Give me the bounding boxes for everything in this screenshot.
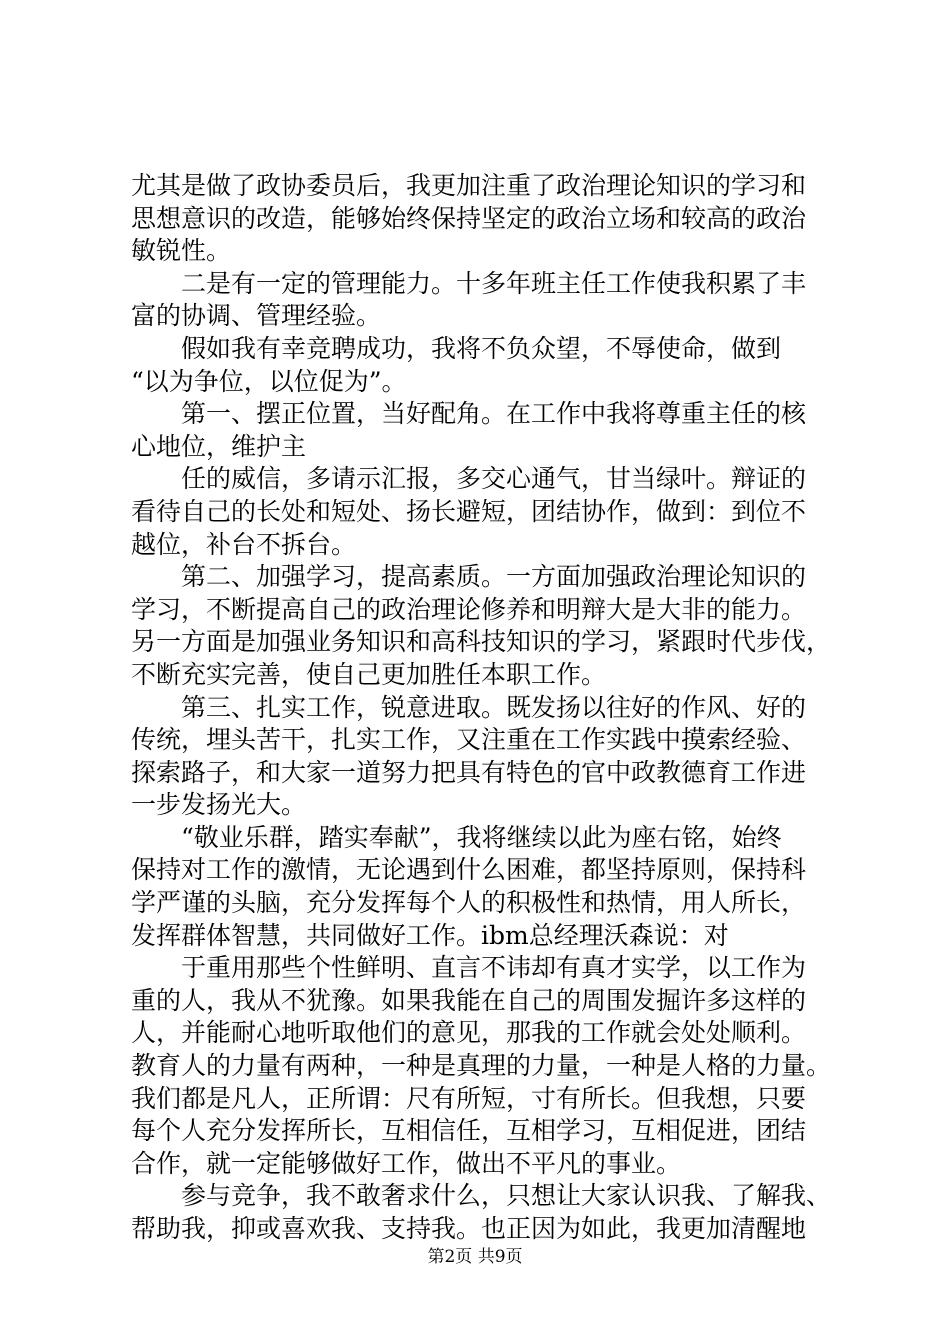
text-line: “敬业乐群，踏实奉献”，我将继续以此为座右铭，始终 [181, 822, 782, 852]
text-line: 看待自己的长处和短处、扬长避短，团结协作，做到：到位不 [131, 496, 807, 526]
text-line: 二是有一定的管理能力。十多年班主任工作使我积累了丰 [181, 268, 807, 298]
text-line: 尤其是做了政协委员后，我更加注重了政治理论知识的学习和 [131, 171, 807, 200]
text-line: 第一、摆正位置，当好配角。在工作中我将尊重主任的核 [181, 399, 807, 429]
text-line: 合作，就一定能够做好工作，做出不平凡的事业。 [131, 1148, 682, 1178]
text-line: 假如我有幸竞聘成功，我将不负众望，不辱使命，做到 [181, 333, 782, 363]
text-line: 另一方面是加强业务知识和高科技知识的学习，紧跟时代步伐， [131, 627, 832, 657]
text-line: 不断充实完善，使自己更加胜任本职工作。 [131, 659, 607, 689]
text-line: 思想意识的改造，能够始终保持坚定的政治立场和较高的政治 [131, 203, 807, 233]
text-line: 于重用那些个性鲜明、直言不讳却有真才实学，以工作为 [181, 953, 807, 983]
text-line: 学严谨的头脑，充分发挥每个人的积极性和热情，用人所长， [131, 888, 807, 918]
text-line: 参与竞争，我不敢奢求什么，只想让大家认识我、了解我、 [181, 1181, 832, 1211]
document-body [131, 170, 851, 1246]
text-line: 富的协调、管理经验。 [131, 301, 382, 331]
text-line: 发挥群体智慧，共同做好工作。ibm总经理沃森说：对 [131, 920, 729, 950]
text-line: 探索路子，和大家一道努力把具有特色的官中政教德育工作进 [131, 757, 807, 787]
page-footer: 第2页 共9页 [427, 1247, 523, 1267]
text-line: 人，并能耐心地听取他们的意见，那我的工作就会处处顺利。 [131, 1018, 807, 1048]
text-line: 帮助我，抑或喜欢我、支持我。也正因为如此，我更加清醒地 [131, 1214, 807, 1243]
text-line: “以为争位，以位促为”。 [131, 366, 407, 396]
text-line: 我们都是凡人，正所谓：尺有所短，寸有所长。但我想，只要 [131, 1083, 807, 1113]
text-line: 学习，不断提高自己的政治理论修养和明辩大是大非的能力。 [131, 594, 807, 624]
text-line: 传统，埋头苦干，扎实工作，又注重在工作实践中摸索经验、 [131, 725, 807, 755]
text-line: 第二、加强学习，提高素质。一方面加强政治理论知识的 [181, 562, 807, 592]
text-line: 重的人，我从不犹豫。如果我能在自己的周围发掘许多这样的 [131, 985, 807, 1015]
text-line: 越位，补台不拆台。 [131, 529, 357, 559]
text-line: 每个人充分发挥所长，互相信任，互相学习，互相促进，团结 [131, 1116, 807, 1146]
text-line: 心地位，维护主 [131, 431, 307, 461]
text-line: 教育人的力量有两种，一种是真理的力量，一种是人格的力量。 [131, 1051, 832, 1081]
text-line: 保持对工作的激情，无论遇到什么困难，都坚持原则，保持科 [131, 855, 807, 885]
text-line: 第三、扎实工作，锐意进取。既发扬以往好的作风、好的 [181, 692, 807, 722]
text-line: 任的威信，多请示汇报，多交心通气，甘当绿叶。辩证的 [181, 464, 807, 494]
text-line: 一步发扬光大。 [131, 790, 307, 820]
text-line: 敏锐性。 [131, 236, 232, 266]
